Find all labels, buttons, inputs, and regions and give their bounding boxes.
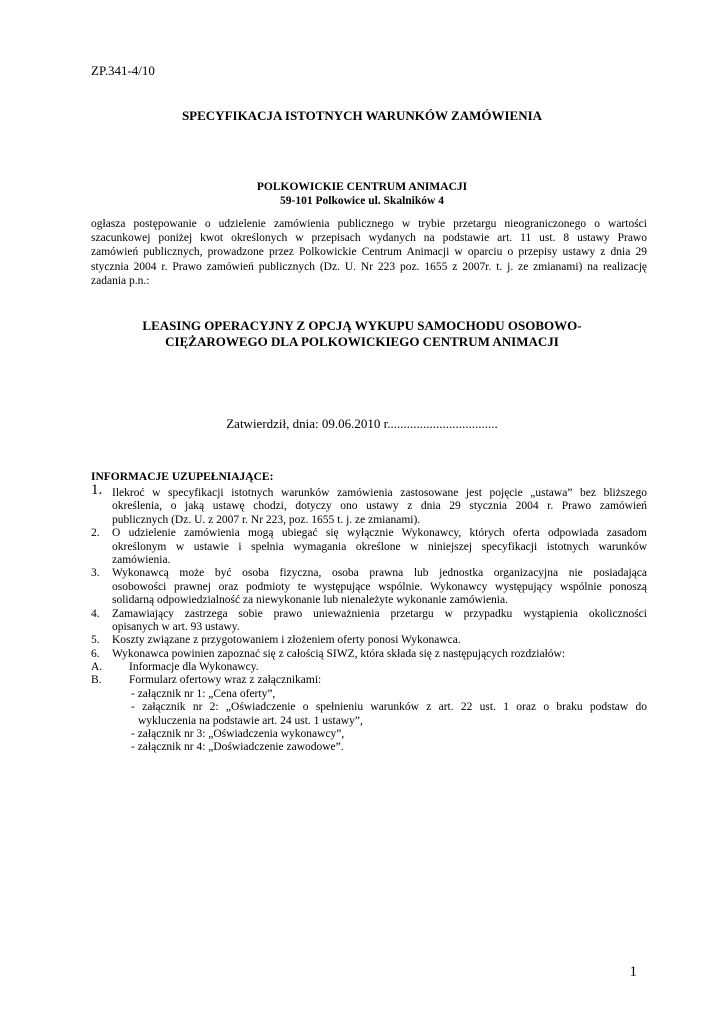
list-number: 1.: [91, 482, 103, 498]
intro-paragraph: [91, 217, 647, 288]
subject-line: CIĘŻAROWEGO DLA POLKOWICKIEGO CENTRUM ANIMACJI: [165, 334, 559, 349]
item-line: solidarną odpowiedzialność za niewykonanie lub nienależyte wykonanie zamówienia.: [112, 594, 508, 607]
item-line: Wykonawca powinien zapoznać się z całością SIWZ, która składa się z następujących rozdziałów:: [112, 647, 566, 660]
item-line: określonym w ustawie i spełnia wymagania określone w niniejszej specyfikacji istotnych warunków: [112, 540, 647, 553]
list-number: 5.: [91, 634, 100, 647]
intro-line: zadania p.n.:: [91, 274, 150, 287]
list-item: [91, 527, 647, 567]
list-number: 4.: [91, 607, 100, 620]
chapter-item: [91, 661, 647, 674]
item-line: opisanych w art. 93 ustawy.: [112, 620, 240, 633]
chapter-letter: B.: [91, 674, 102, 687]
chapter-letter: A.: [91, 661, 103, 674]
list-item: [91, 648, 647, 661]
organization-block: [0, 180, 724, 208]
list-item: [91, 608, 647, 635]
attachment-line: - załącznik nr 4: „Doświadczenie zawodowe”.: [131, 741, 344, 754]
list-number: 6.: [91, 647, 100, 660]
item-line: Wykonawcą może być osoba fizyczna, osoba prawna lub jednostka organizacyjna nie posiadająca: [112, 567, 647, 580]
subject-line: LEASING OPERACYJNY Z OPCJĄ WYKUPU SAMOCHODU OSOBOWO-: [142, 318, 582, 333]
item-line: Ilekroć w specyfikacji istotnych warunków zamówienia zastosowane jest pojęcie „ustawa” bez bliższego: [112, 487, 647, 499]
info-heading: INFORMACJE UZUPEŁNIAJĄCE:: [91, 471, 274, 483]
organization-address: 59-101 Polkowice ul. Skalników 4: [280, 195, 444, 207]
attachment-item: [91, 701, 647, 728]
intro-line: szacunkowej poniżej kwot określonych w przepisach wydanych na podstawie art. 11 ust. 8 ustawy Prawo: [91, 232, 647, 245]
chapter-text: Formularz ofertowy wraz z załącznikami:: [129, 674, 322, 687]
chapter-item: [91, 674, 647, 687]
page-number: 1: [629, 964, 637, 980]
attachment-line: wykluczenia na podstawie art. 24 ust. 1 ustawy”,: [138, 714, 363, 727]
document-title: SPECYFIKACJA ISTOTNYCH WARUNKÓW ZAMÓWIENIA: [181, 108, 543, 123]
item-line: zamówienia.: [112, 553, 171, 566]
intro-line: zamówień publicznych, prowadzone przez Polkowickie Centrum Animacji w oparciu o przepisy ustawy z dnia 29: [91, 246, 647, 259]
list-item: [91, 567, 647, 607]
attachment-line: - załącznik nr 3: „Oświadczenia wykonawcy”,: [131, 728, 345, 741]
item-line: Koszty związane z przygotowaniem i złożeniem oferty ponosi Wykonawca.: [112, 634, 461, 647]
reference-number: ZP.341-4/10: [91, 63, 155, 78]
attachment-item: [91, 688, 647, 701]
attachment-item: [91, 741, 647, 754]
item-line: określenia, o jaką ustawę chodzi, dotyczy ono ustawy z dnia 29 stycznia 2004 r. Prawo zamówień: [112, 500, 647, 513]
item-line: publicznych (Dz. U. z 2007 r. Nr 223, poz. 1655 t. j. ze zmianami).: [112, 513, 421, 526]
tender-subject: [0, 318, 724, 350]
item-line: Zamawiający zastrzega sobie prawo unieważnienia przetargu w przypadku wystąpienia okoliczności: [112, 607, 647, 620]
intro-line: ogłasza postępowanie o udzielenie zamówienia publicznego w trybie przetargu nieograniczonego o wartości: [91, 218, 647, 230]
attachment-item: [91, 728, 647, 741]
info-list: [91, 482, 647, 755]
list-item: [91, 634, 647, 647]
list-number: 3.: [91, 567, 100, 580]
attachment-line: - załącznik nr 2: „Oświadczenie o spełnieniu warunków z art. 22 ust. 1 oraz o braku podstaw do: [131, 701, 647, 714]
intro-line: stycznia 2004 r. Prawo zamówień publicznych (Dz. U. Nr 223 poz. 1655 z 2007r. t. j. ze zmianami) na realizację: [91, 260, 647, 273]
organization-name: POLKOWICKIE CENTRUM ANIMACJI: [256, 181, 468, 193]
attachment-line: - załącznik nr 1: „Cena oferty”,: [131, 687, 276, 700]
list-item: [91, 482, 647, 527]
approval-line: Zatwierdził, dnia: 09.06.2010 r..................................: [226, 416, 498, 431]
chapter-text: Informacje dla Wykonawcy.: [129, 661, 259, 674]
item-line: O udzielenie zamówienia mogą ubiegać się wyłącznie Wykonawcy, których oferta odpowiada zasadom: [112, 527, 647, 540]
list-number: 2.: [91, 527, 100, 540]
item-line: osobowości prawnej oraz podmioty te występujące wspólnie. Wykonawcy występujący wspólnie ponoszą: [112, 580, 647, 593]
